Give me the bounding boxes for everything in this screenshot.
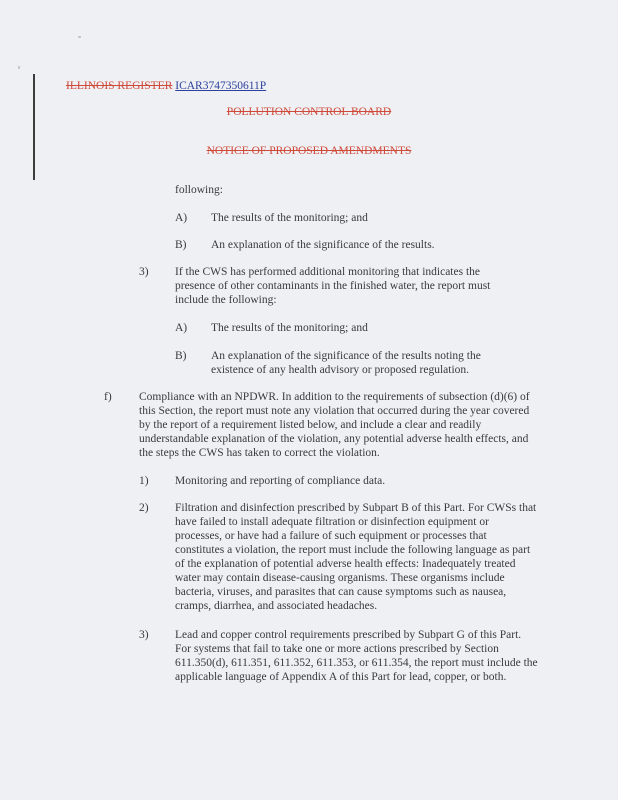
subsection-text: Compliance with an NPDWR. In addition to the requirements of subsection (d)(6) of this Section, the report must note any violation that occurred during the year covered by the report of a requirement listed below, and include a clear and readily understandable explanation of the violation, any potential adverse health effects, and the steps the CWS has taken to correct the violation. (139, 391, 530, 459)
item-label: B) (175, 239, 187, 251)
scan-speck (18, 66, 20, 69)
register-inserted-text: ICAR3747350611P (175, 80, 267, 92)
register-header (66, 80, 266, 92)
item-label: 3) (139, 629, 149, 641)
item-text: The results of the monitoring; and (211, 322, 368, 334)
item-text: The results of the monitoring; and (211, 212, 368, 224)
item-label: B) (175, 350, 187, 362)
board-name-struck: POLLUTION CONTROL BOARD (226, 106, 392, 118)
register-struck-text: ILLINOIS REGISTER (66, 80, 173, 92)
revision-margin-bar (33, 74, 35, 180)
item-text: If the CWS has performed additional monitoring that indicates the presence of other contaminants in the finished water, the report must include the following: (175, 266, 491, 306)
item-label: A) (175, 322, 188, 334)
item-label: A) (175, 212, 188, 224)
item-text: Filtration and disinfection prescribed by Subpart B of this Part. For CWSs that have failed to install adequate filtration or disinfection equipment or processes, or have had a failure of such equipment or processes that constitutes a violation, the report must include the following language as part of the explanation of potential adverse health effects: Inadequately treated water may contain disease-causing organisms. These organisms include bacteria, viruses, and parasites that can cause symptoms such as nausea, cramps, diarrhea, and associated headaches. (175, 502, 537, 612)
item-text: An explanation of the significance of the results noting the existence of any health advisory or proposed regulation. (211, 350, 481, 376)
notice-title-struck: NOTICE OF PROPOSED AMENDMENTS (206, 145, 412, 157)
scan-speck (78, 36, 81, 38)
item-label: 1) (139, 475, 149, 487)
item-text: Monitoring and reporting of compliance data. (175, 475, 386, 487)
subsection-label: f) (104, 391, 112, 403)
item-text: An explanation of the significance of the results. (211, 239, 435, 251)
continuation-text: following: (175, 184, 223, 196)
item-label: 2) (139, 502, 149, 514)
item-label: 3) (139, 266, 149, 278)
item-text: Lead and copper control requirements prescribed by Subpart G of this Part. For systems that fail to take one or more actions prescribed by Section 611.350(d), 611.351, 611.352, 611.353, or 611.354, the report must include the applicable language of Appendix A of this Part for lead, copper, or both. (175, 629, 538, 683)
